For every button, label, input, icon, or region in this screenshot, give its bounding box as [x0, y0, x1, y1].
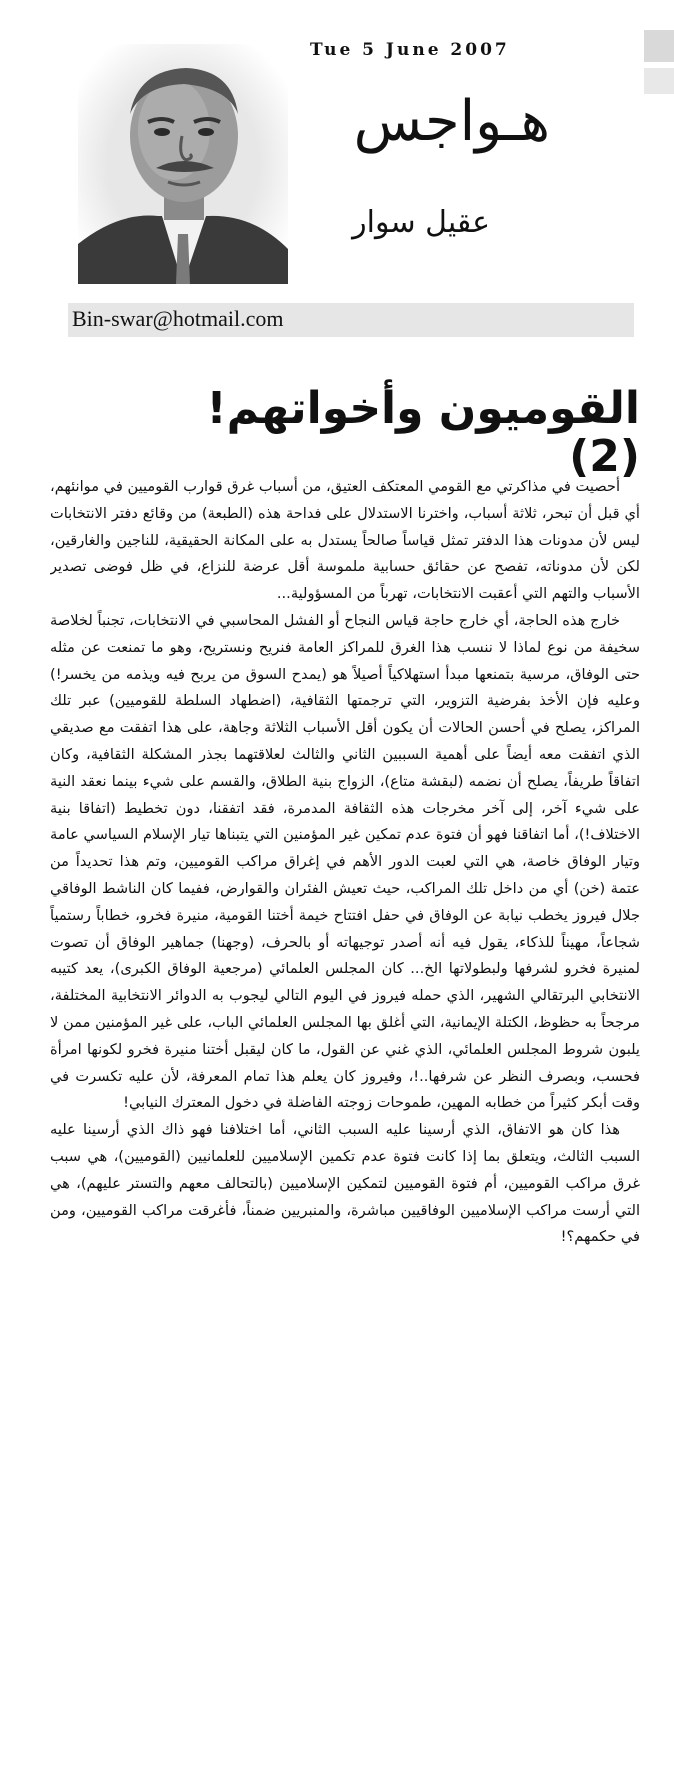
- article-paragraph: أحصيت في مذاكرتي مع القومي المعتكف العتيق، من أسباب غرق قوارب القوميين في موانئهم، أي قبل أن تبحر، ثلاثة أسباب، واخترنا الاستدلال على فداحة هذه (الطبعة) من وقائع دفتر الانتخابات ليس لأن مدونات هذا الدفتر تمثل قياساً صالحاً يستدل به على المكانة الحقيقية، للناجين والغارقين، لكن لأن مدوناته، تفصح عن حقائق حسابية ملموسة أقل عرضة للنزاع، في ظل فوضى تصدير الأسباب والتهم التي أعقبت الانتخابات، تهرباً من المسؤولية...: [50, 478, 640, 603]
- issue-date: Tue 5 June 2007: [310, 40, 510, 60]
- author-email: Bin-swar@hotmail.com: [72, 306, 284, 331]
- article-paragraph: خارج هذه الحاجة، أي خارج حاجة قياس النجاح أو الفشل المحاسبي في الانتخابات، تجنباً لخلاصة سخيفة من نوع لماذا لا ننسب هذا الغرق للمراكز العامة فنريح ونستريح، وهو ما تمنعت عن مثله حتى الوفاق، مرسية بتمنعها مبدأ استهلاكياً أصيلاً هو (يمدح السوق من يربح فيه ويذمه من يخسر!) وعليه فإن الأخذ بفرضية التزوير، التي ترجمتها الثقافية، (اضطهاد السلطة للقوميين) عبر تلك المراكز، يصلح في أحسن الحالات أن يكون أقل الأسباب الثلاثة وجاهة، على هذا اتفقت مع صديقي الذي اتفقت معه أيضاً على أهمية السببين الثاني والثالث لعلاقتهما بجذر المشكلة الثقافية، وكان اتفاقاً طريفاً، يصلح أن نضمه (لبقشة متاع)، الزواج بنية الطلاق، والقسم على شيء بينما نعقد النية على شيء آخر، إلى آخر مخرجات هذه الثقافة المدمرة، فقد اتفقنا، دون تخطيط (اتفاقا بنية الاختلاف!)، أما اتفاقنا فهو أن فتوة عدم تمكين غير المؤمنين التي يتبناها تيار الإسلام السياسي عامة وتيار الوفاق خاصة، هي التي لعبت الدور الأهم في إغراق مراكب القوميين، وتم هذا تحديداً من عتمة (خن) أي من داخل تلك المراكب، حيث تعيش الفئران والقوارض، ففيما كان الناشط الوفاقي جلال فيروز يخطب نيابة عن الوفاق في حفل افتتاح خيمة أختنا القومية، منيرة فخرو، خطاباً رستمياً شجاعاً، مهيناً للذكاء، يقول فيه أنه أصدر توجيهاته أو بالحرف، (وجهنا) جماهير الوفاق أن تصوت لمنيرة فخرو لشرفها ولبطولاتها الخ... كان المجلس العلمائي (مرجعية الوفاق الكبرى)، يعد كتيبه الانتخابي البرتقالي الشهير، الذي حمله فيروز في اليوم التالي ليجوب به الدوائر الانتخابية المختلفة، مرجحاً به حظوظ، الكتلة الإيمانية، التي أغلق بها المجلس العلمائي الباب، على غير المؤمنين ممن لا يلبون شروط المجلس العلمائي، الذي غني عن القول، ما كان ليقبل أختنا منيرة فخرو لكونها امرأة فحسب، وبصرف النظر عن شرفها..!، وفيروز كان يعلم هذا تمام المعرفة، لأن عليه تكسرت في وقت أبكر كثيراً من خطابه المهين، طموحات زوجته الفاضلة في دخول المعترك النيابي!: [50, 611, 640, 1112]
- article-headline: القوميون وأخواتهم! (2): [206, 383, 640, 483]
- article-paragraph: هذا كان هو الاتفاق، الذي أرسينا عليه السبب الثاني، أما اختلافنا فهو ذاك الذي أرسينا عليه السبب الثالث، ويتعلق بما إذا كانت فتوة عدم تكمين الإسلاميين للعلمانيين (القوميين)، هي سبب غرق مراكب القوميين، أم فتوة القوميين لتمكين الإسلاميين (بالتحالف معهم والتستر عليهم)، هي التي أرست مراكب الإسلاميين الوفاقيين مباشرة، والمنبريين ضمناً، فأغرقت مراكب القوميين، ومن في حكمهم؟!: [50, 1121, 640, 1246]
- author-name: عقيل سوار: [352, 205, 490, 240]
- article-body: [50, 474, 640, 1764]
- author-photo: [78, 44, 288, 284]
- column-title: هـواجس: [353, 89, 550, 154]
- side-tab: [644, 30, 674, 62]
- side-tab-lower: [644, 68, 674, 94]
